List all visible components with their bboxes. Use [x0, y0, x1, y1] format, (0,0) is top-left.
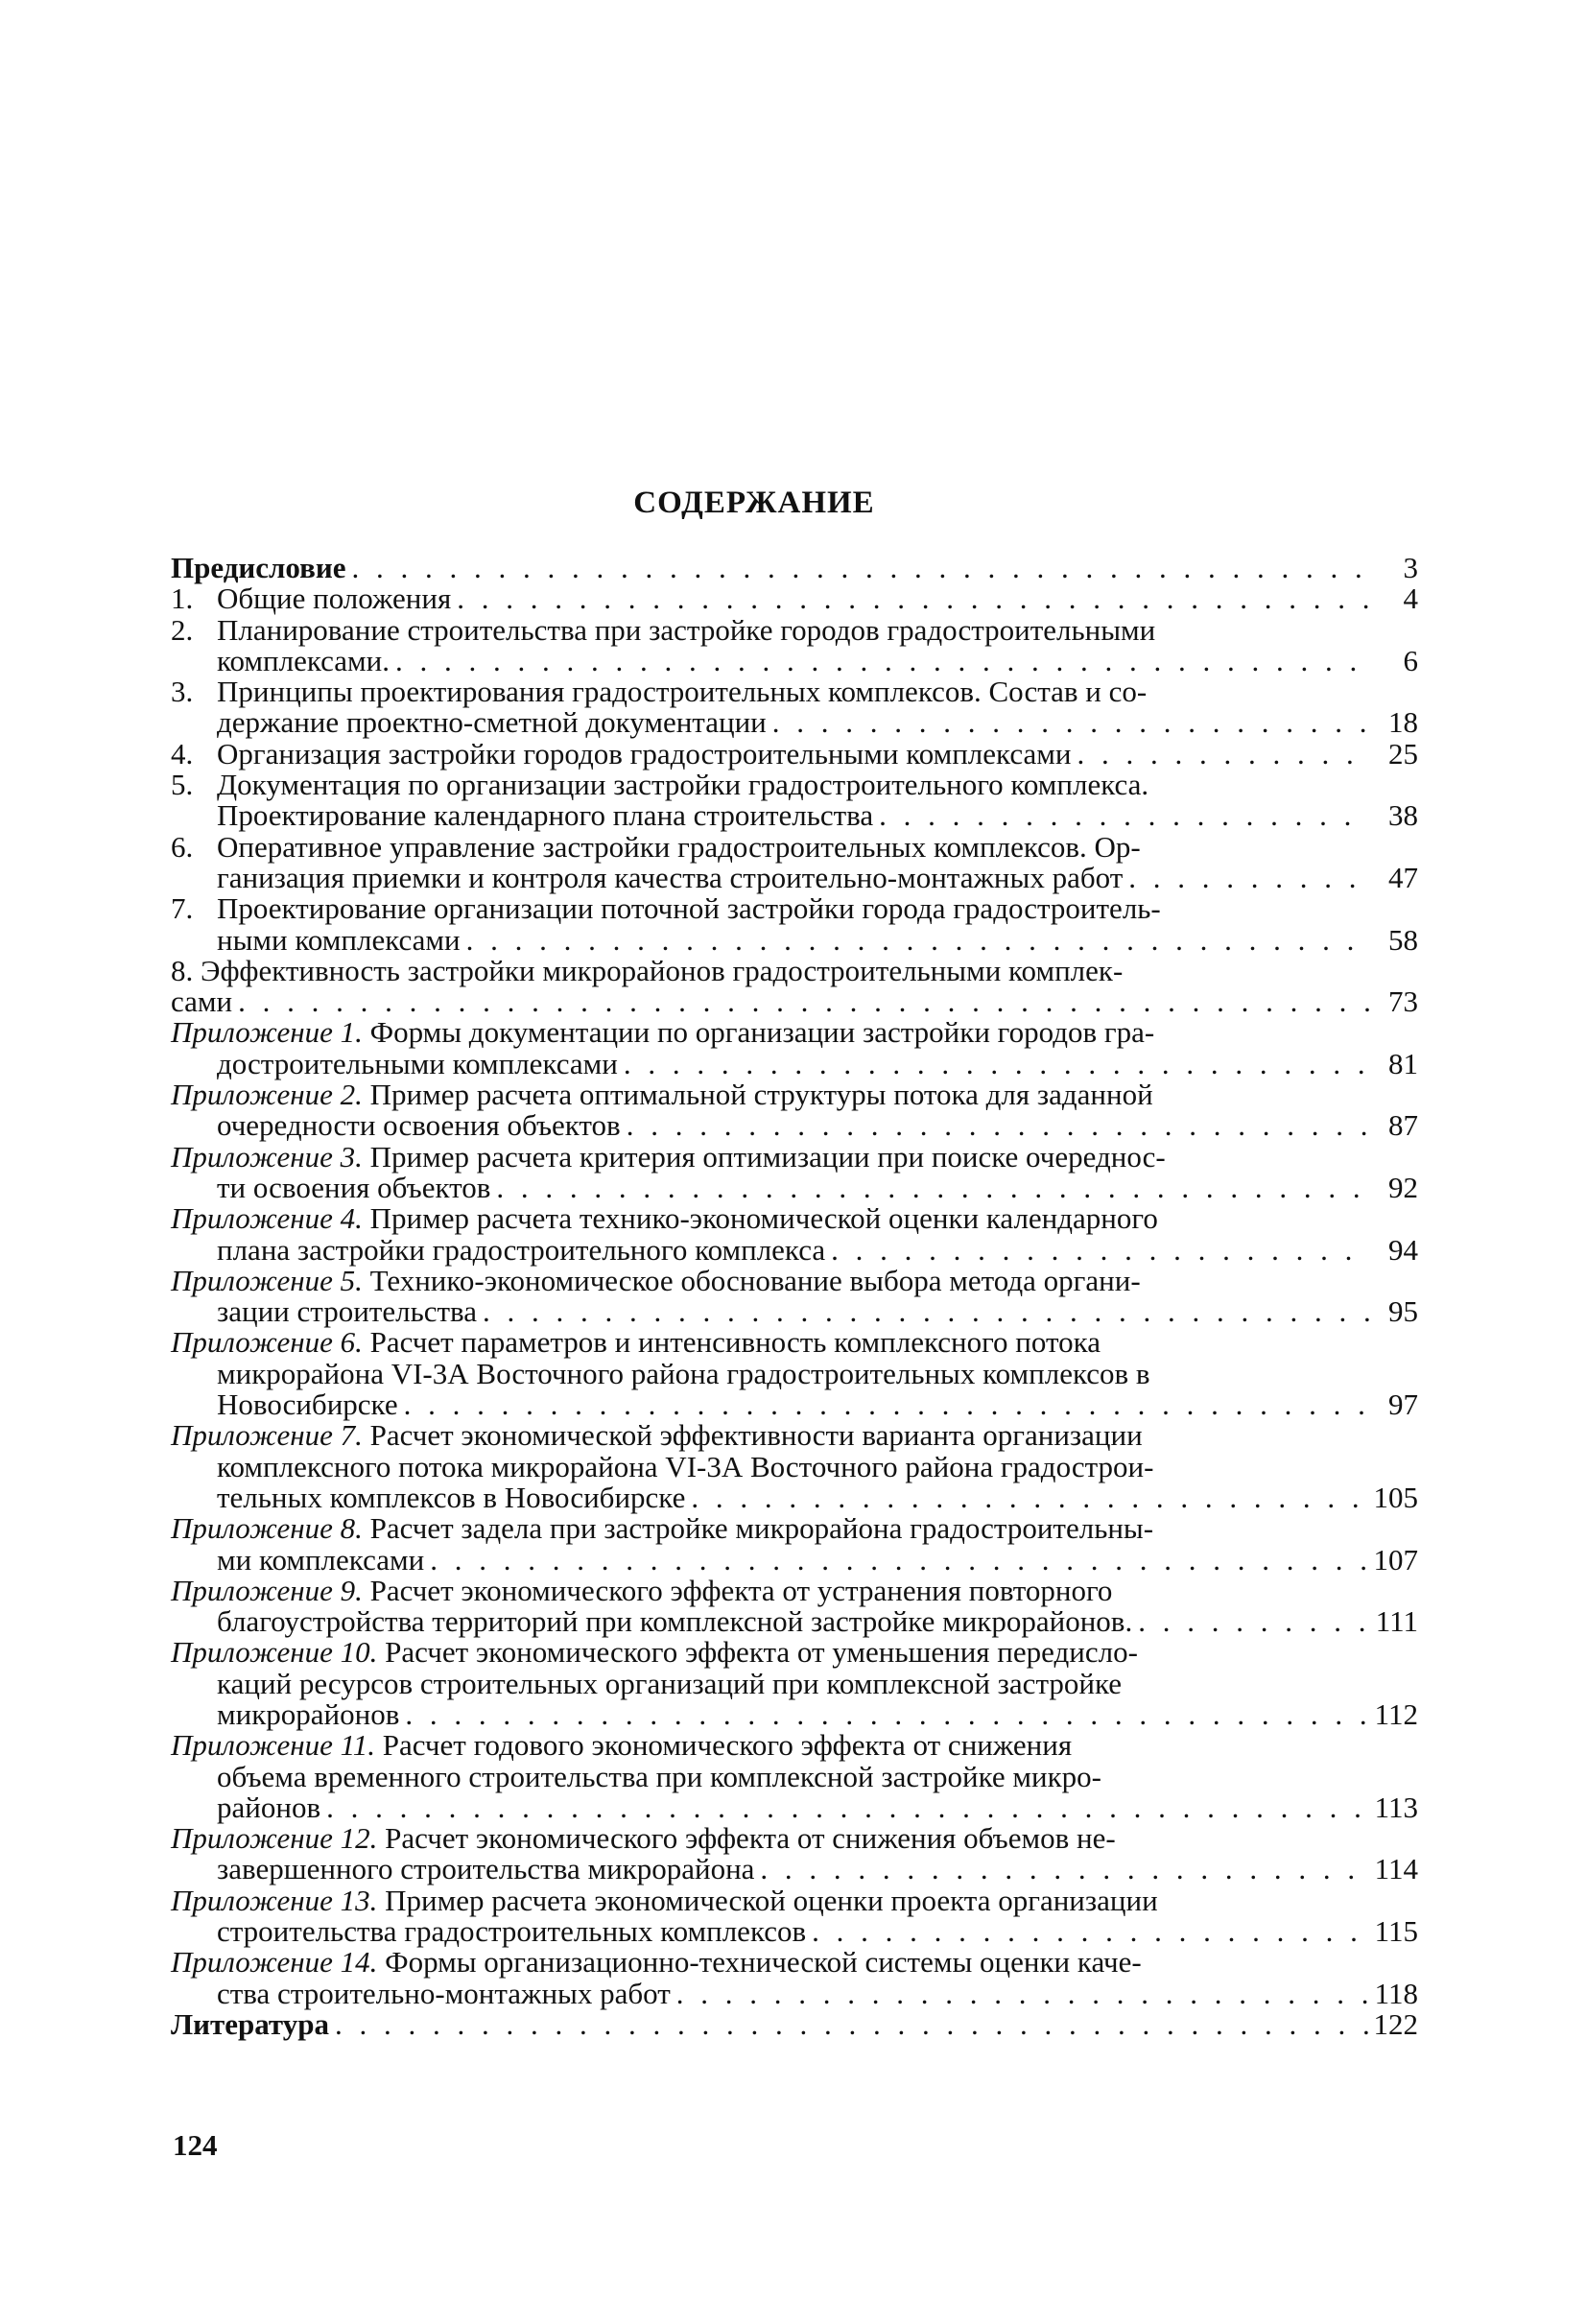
- toc-entry: [171, 829, 1418, 894]
- toc-entry-page: 113: [1374, 1790, 1418, 1824]
- leader-dots: [1132, 1606, 1370, 1637]
- toc-entry-text: Формы документации по организации застройки городов гра-: [369, 1015, 1155, 1050]
- toc-entry-line: [217, 1916, 1418, 1947]
- leader-dots: [346, 553, 1371, 583]
- toc-entry: [171, 1017, 1418, 1079]
- toc-entry-text: Расчет параметров и интенсивность комплексного потока: [369, 1325, 1101, 1360]
- toc-entry-text: строительства градостроительных комплексов: [217, 1914, 807, 1949]
- toc-entry: [171, 612, 1418, 677]
- toc-entry: [171, 1203, 1418, 1266]
- toc-entry-label: Приложение 7.: [171, 1418, 370, 1453]
- leader-dots: [671, 1979, 1370, 2009]
- toc-entry-page: 4: [1403, 581, 1418, 616]
- toc-entry-line: [217, 800, 1418, 831]
- toc-entry-text: держание проектно-сметной документации: [217, 705, 767, 740]
- toc-entry-line: [217, 1482, 1418, 1513]
- toc-entry-text: Пример расчета критерия оптимизации при поиске очереднос-: [369, 1139, 1166, 1174]
- toc-entry-text: Расчет экономического эффекта от устранения повторного: [369, 1573, 1113, 1607]
- toc-entry: [171, 1513, 1418, 1576]
- toc-entry-page: 25: [1388, 736, 1418, 771]
- toc-entry-line: [217, 860, 1418, 894]
- toc-entry-line: [217, 1449, 1418, 1483]
- toc-entry-page: 58: [1388, 922, 1418, 957]
- toc-entry-line: [217, 1046, 1418, 1080]
- toc-entry-line: [217, 1232, 1418, 1267]
- leader-dots: [320, 1792, 1370, 1823]
- toc-entry: [171, 1139, 1418, 1204]
- toc-entry-page: 87: [1388, 1108, 1418, 1143]
- toc-entry-line: [217, 1854, 1418, 1885]
- toc-entry: [171, 1327, 1418, 1420]
- toc-entry-page: 18: [1388, 705, 1418, 740]
- toc-entry-line: [171, 1513, 1418, 1544]
- toc-entry-text: тельных комплексов в Новосибирске: [217, 1480, 686, 1514]
- toc-entry-line: [171, 1730, 1418, 1761]
- toc-entry-line: [217, 1170, 1418, 1204]
- toc-entry-line: [217, 1759, 1418, 1793]
- toc-entry-text: Расчет экономического эффекта от уменьшения передисло-: [385, 1635, 1138, 1670]
- toc-entry-line: [171, 1327, 1418, 1358]
- toc-entry-text: Расчет годового экономического эффекта от снижения: [382, 1728, 1073, 1763]
- leader-dots: [754, 1854, 1370, 1885]
- leader-dots: [618, 1049, 1370, 1079]
- toc-entry-number: 8.: [171, 953, 201, 987]
- toc-entry: [171, 770, 1418, 832]
- toc-entry-text: Планирование строительства при застройке городов градостроительными: [217, 612, 1156, 647]
- toc-entry-text: Эффективность застройки микрорайонов градостроительными комплек-: [201, 953, 1124, 987]
- toc-entry-text: Расчет экономической эффективности варианта организации: [369, 1418, 1143, 1453]
- toc-entry: [171, 1823, 1418, 1885]
- toc-entry-line: [217, 922, 1418, 957]
- toc-entry-line: [217, 1356, 1418, 1390]
- toc-entry-page: 118: [1374, 1976, 1418, 2010]
- toc-entry-text: Пример расчета оптимальной структуры потока для заданной: [369, 1078, 1153, 1112]
- toc-entry: [171, 1730, 1418, 1823]
- toc-entry-page: 94: [1388, 1232, 1418, 1267]
- toc-entry-page: 107: [1373, 1542, 1418, 1577]
- toc-entry-page: 105: [1373, 1480, 1418, 1514]
- toc-entry-line: [217, 829, 1418, 864]
- toc-entry-line: [171, 1203, 1418, 1234]
- toc-entry-line: [217, 643, 1418, 677]
- leader-dots: [390, 646, 1370, 676]
- toc-entry-text: Проектирование организации поточной застройки города градостроитель-: [217, 891, 1161, 926]
- toc-entry-text: Новосибирске: [217, 1387, 398, 1422]
- toc-entry-line: [217, 1389, 1418, 1420]
- toc-entry-text: Общие положения: [217, 581, 452, 616]
- toc-entry-page: 115: [1374, 1914, 1418, 1949]
- toc-entry-line: [217, 736, 1418, 771]
- toc-entry: [171, 1573, 1418, 1639]
- leader-dots: [1123, 863, 1370, 893]
- toc-entry: [171, 953, 1418, 1019]
- toc-entry-line: [171, 2006, 1418, 2041]
- leader-dots: [685, 1482, 1370, 1513]
- toc-entry-text: завершенного строительства микрорайона: [217, 1852, 755, 1886]
- toc-entry-text: плана застройки градостроительного комплекса: [217, 1232, 826, 1267]
- toc-entry-text: Формы организационно-технической системы оценки каче-: [385, 1945, 1142, 1980]
- toc-entry-label: Приложение 8.: [171, 1511, 370, 1546]
- toc-entry-line: [217, 707, 1418, 738]
- toc-entry: [171, 676, 1418, 739]
- toc-entry-label: Приложение 10.: [171, 1635, 386, 1670]
- toc-entry-line: [171, 1637, 1418, 1668]
- toc-entry: [171, 2006, 1418, 2041]
- toc-entry-text: ганизация приемки и контроля качества строительно-монтажных работ: [217, 860, 1124, 894]
- toc-entry-label: Приложение 5.: [171, 1263, 370, 1297]
- toc-entry-text: Технико-экономическое обоснование выбора метода органи-: [369, 1263, 1141, 1297]
- toc-entry-number: 7.: [171, 891, 194, 926]
- table-of-contents: [171, 553, 1418, 2040]
- toc-entry-label: Приложение 12.: [171, 1821, 386, 1856]
- leader-dots: [806, 1916, 1370, 1947]
- toc-entry-text: комплексами.: [217, 643, 390, 677]
- leader-dots: [873, 800, 1370, 831]
- toc-entry-line: [171, 1947, 1418, 1978]
- toc-entry-number: 4.: [171, 736, 194, 771]
- toc-entry-line: [171, 1263, 1418, 1297]
- toc-entry-page: 81: [1388, 1046, 1418, 1080]
- toc-entry-line: [171, 1017, 1418, 1048]
- toc-entry-page: 112: [1374, 1696, 1418, 1731]
- toc-entry-number: 5.: [171, 768, 194, 802]
- toc-entry-label: Предисловие: [171, 551, 346, 584]
- toc-entry: [171, 553, 1418, 583]
- toc-entry-text: объема временного строительства при комплексной застройке микро-: [217, 1759, 1101, 1793]
- toc-entry-line: [171, 986, 1418, 1017]
- toc-entry-page: 3: [1403, 551, 1418, 584]
- toc-entry: [171, 583, 1418, 614]
- toc-entry-label: Приложение 2.: [171, 1078, 370, 1112]
- toc-entry-label: Приложение 9.: [171, 1573, 370, 1607]
- leader-dots: [461, 925, 1370, 956]
- toc-entry-line: [171, 1420, 1418, 1451]
- toc-entry-line: [217, 1976, 1418, 2010]
- toc-entry-text: сами: [171, 984, 233, 1019]
- toc-entry-label: Приложение 3.: [171, 1139, 370, 1174]
- toc-entry-text: Документация по организации застройки градостроительного комплекса.: [217, 768, 1149, 802]
- toc-entry-text: Расчет экономического эффекта от снижения объемов не-: [385, 1821, 1116, 1856]
- toc-entry-page: 6: [1403, 643, 1418, 677]
- toc-entry-text: ства строительно-монтажных работ: [217, 1976, 671, 2010]
- toc-entry-number: 2.: [171, 612, 194, 647]
- toc-entry-text: микрорайонов: [217, 1696, 400, 1731]
- toc-entry-text: комплексного потока микрорайона VI-3А Восточного района градострои-: [217, 1449, 1154, 1483]
- toc-entry-page: 122: [1373, 2006, 1418, 2041]
- toc-entry: [171, 1637, 1418, 1730]
- toc-entry-line: [217, 612, 1418, 647]
- toc-entry-line: [217, 676, 1418, 707]
- toc-title: СОДЕРЖАНИЕ: [633, 486, 875, 520]
- toc-entry-page: 95: [1388, 1294, 1418, 1329]
- toc-entry-text: каций ресурсов строительных организаций при комплексной застройке: [217, 1666, 1123, 1700]
- leader-dots: [490, 1173, 1370, 1203]
- toc-entry-text: очередности освоения объектов: [217, 1108, 621, 1143]
- leader-dots: [621, 1110, 1370, 1141]
- leader-dots: [451, 583, 1370, 614]
- toc-entry-label: Приложение 4.: [171, 1201, 370, 1236]
- toc-entry-line: [171, 1079, 1418, 1110]
- toc-entry-text: ми комплексами: [217, 1542, 425, 1577]
- toc-entry-label: Приложение 13.: [171, 1883, 386, 1917]
- toc-entry-line: [217, 1296, 1418, 1327]
- toc-entry-page: 97: [1388, 1387, 1418, 1422]
- leader-dots: [399, 1699, 1370, 1730]
- toc-entry-line: [217, 1696, 1418, 1731]
- toc-entry-text: ти освоения объектов: [217, 1170, 491, 1204]
- toc-entry-text: микрорайона VI-3А Восточного района градостроительных комплексов в: [217, 1356, 1150, 1390]
- toc-entry-label: Приложение 1.: [171, 1015, 370, 1050]
- toc-entry: [171, 1263, 1418, 1329]
- toc-entry-page: 47: [1388, 860, 1418, 894]
- toc-entry-text: Организация застройки городов градостроительными комплексами: [217, 736, 1072, 771]
- toc-entry-line: [217, 1606, 1418, 1637]
- toc-entry-text: районов: [217, 1790, 321, 1824]
- toc-entry-text: Пример расчета технико-экономической оценки календарного: [369, 1201, 1158, 1236]
- toc-entry-line: [171, 1139, 1418, 1174]
- toc-entry: [171, 1420, 1418, 1513]
- toc-entry-line: [171, 953, 1418, 987]
- toc-entry-line: [171, 1823, 1418, 1854]
- toc-entry: [171, 1079, 1418, 1142]
- toc-entry-label: Приложение 6.: [171, 1325, 370, 1360]
- leader-dots: [232, 986, 1370, 1017]
- toc-entry-page: 114: [1374, 1852, 1418, 1886]
- toc-entry-page: 92: [1388, 1170, 1418, 1204]
- toc-entry-number: 6.: [171, 829, 194, 864]
- toc-entry-line: [217, 1110, 1418, 1141]
- toc-entry-page: 38: [1388, 798, 1418, 833]
- toc-entry-text: Пример расчета экономической оценки проекта организации: [385, 1883, 1158, 1917]
- toc-entry-line: [217, 583, 1418, 614]
- toc-entry: [171, 736, 1418, 771]
- leader-dots: [398, 1389, 1370, 1420]
- leader-dots: [477, 1296, 1370, 1327]
- leader-dots: [329, 2009, 1370, 2040]
- page-number: 124: [173, 2128, 218, 2162]
- toc-entry-page: 73: [1388, 984, 1418, 1019]
- toc-entry-line: [217, 1666, 1418, 1700]
- toc-entry-line: [217, 770, 1418, 800]
- toc-entry: [171, 1947, 1418, 2009]
- toc-entry-text: Принципы проектирования градостроительных комплексов. Состав и со-: [217, 675, 1148, 709]
- toc-entry-label: Приложение 11.: [171, 1728, 383, 1763]
- toc-entry-text: ными комплексами: [217, 922, 461, 957]
- toc-entry-line: [217, 893, 1418, 924]
- toc-entry-line: [171, 1573, 1418, 1607]
- leader-dots: [424, 1545, 1370, 1576]
- toc-entry-label: Литература: [171, 2006, 329, 2041]
- toc-entry-line: [171, 1885, 1418, 1916]
- toc-entry-line: [217, 1792, 1418, 1823]
- toc-entry: [171, 1885, 1418, 1948]
- toc-entry-text: достроительными комплексами: [217, 1046, 618, 1080]
- toc-entry: [171, 893, 1418, 956]
- toc-entry-number: 1.: [171, 581, 194, 616]
- toc-entry-text: Оперативное управление застройки градостроительных комплексов. Ор-: [217, 829, 1141, 864]
- toc-entry-text: Проектирование календарного плана строительства: [217, 798, 874, 833]
- toc-entry-page: 111: [1375, 1604, 1418, 1639]
- leader-dots: [825, 1235, 1370, 1266]
- toc-entry-text: благоустройства территорий при комплексной застройке микрорайонов.: [217, 1604, 1133, 1639]
- leader-dots: [767, 707, 1370, 738]
- toc-entry-label: Приложение 14.: [171, 1945, 386, 1980]
- toc-entry-text: зации строительства: [217, 1294, 478, 1329]
- toc-entry-line: [171, 553, 1418, 583]
- toc-entry-number: 3.: [171, 675, 194, 709]
- toc-entry-line: [217, 1542, 1418, 1577]
- leader-dots: [1071, 739, 1370, 770]
- toc-entry-text: Расчет задела при застройке микрорайона градостроительны-: [369, 1511, 1154, 1546]
